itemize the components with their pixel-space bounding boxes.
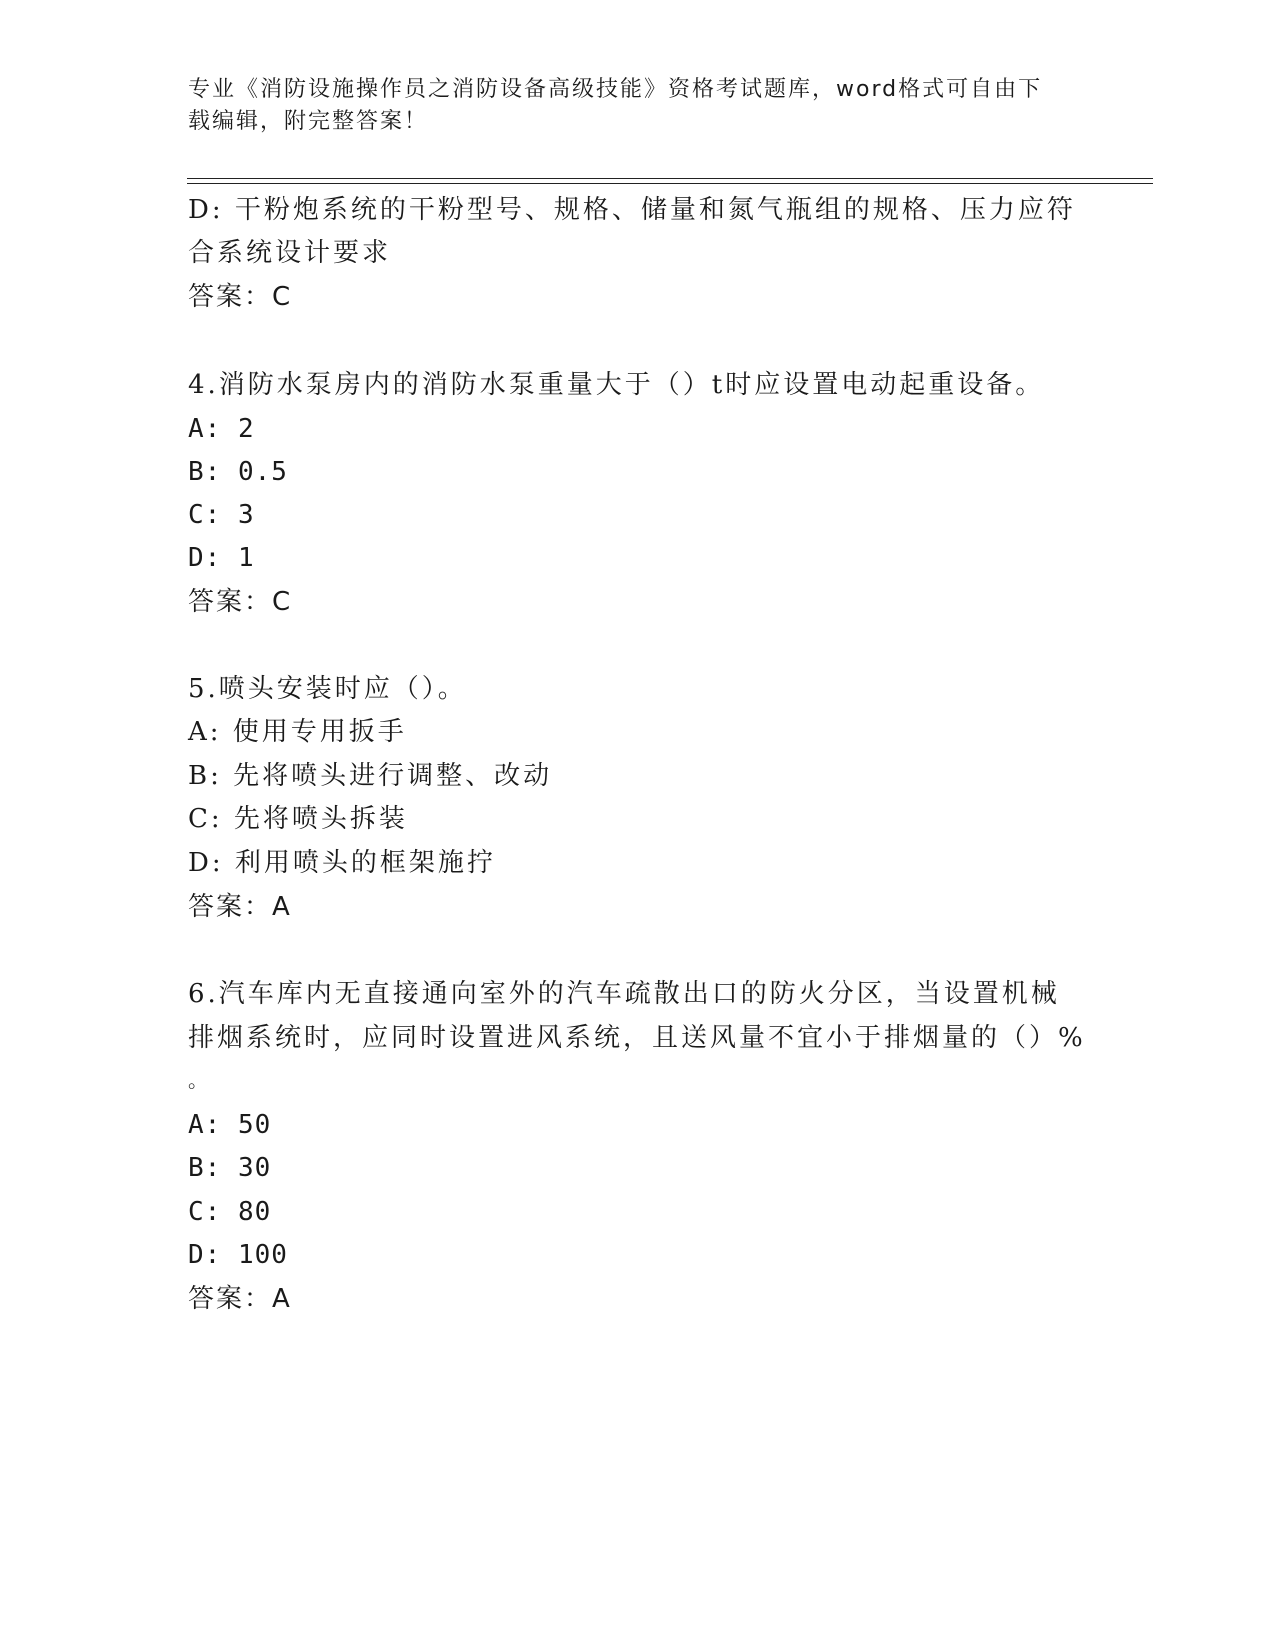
q4-option-c: C: 3 — [188, 500, 255, 530]
q5-option-d: D: 利用喷头的框架施拧 — [188, 848, 496, 878]
q5-option-c: C: 先将喷头拆装 — [188, 804, 408, 834]
document-header — [188, 74, 1088, 138]
header-line-2: 载编辑，附完整答案！ — [188, 109, 429, 134]
q6-question-line3: 。 — [188, 1068, 211, 1092]
q6-option-b: B: 30 — [188, 1153, 272, 1183]
q6-option-c: C: 80 — [188, 1197, 272, 1227]
q4-question: 4.消防水泵房内的消防水泵重量大于（）t时应设置电动起重设备。 — [188, 370, 1045, 400]
q5-option-a: A: 使用专用扳手 — [188, 717, 407, 747]
q5-answer: 答案：A — [188, 892, 292, 922]
q3-answer: 答案：C — [188, 282, 293, 312]
q6-question-line2: 排烟系统时，应同时设置进风系统，且送风量不宜小于排烟量的（）% — [188, 1023, 1086, 1053]
header-line-1: 专业《消防设施操作员之消防设备高级技能》资格考试题库，word格式可自由下 — [188, 77, 1043, 102]
q3-option-d-line1: D: 干粉炮系统的干粉型号、规格、储量和氮气瓶组的规格、压力应符 — [188, 195, 1076, 225]
header-divider-bottom — [187, 183, 1153, 184]
q6-option-a: A: 50 — [188, 1110, 272, 1140]
q3-option-d-line2: 合系统设计要求 — [188, 238, 392, 268]
q5-option-b: B: 先将喷头进行调整、改动 — [188, 761, 553, 791]
q6-option-d: D: 100 — [188, 1240, 288, 1270]
q5-question: 5.喷头安装时应（）。 — [188, 674, 467, 704]
q4-option-b: B: 0.5 — [188, 457, 288, 487]
header-divider-top — [187, 178, 1153, 179]
q4-answer: 答案：C — [188, 587, 293, 617]
q6-answer: 答案：A — [188, 1284, 292, 1314]
q4-option-a: A: 2 — [188, 414, 255, 444]
q6-question-line1: 6.汽车库内无直接通向室外的汽车疏散出口的防火分区，当设置机械 — [188, 979, 1060, 1009]
q4-option-d: D: 1 — [188, 543, 255, 573]
